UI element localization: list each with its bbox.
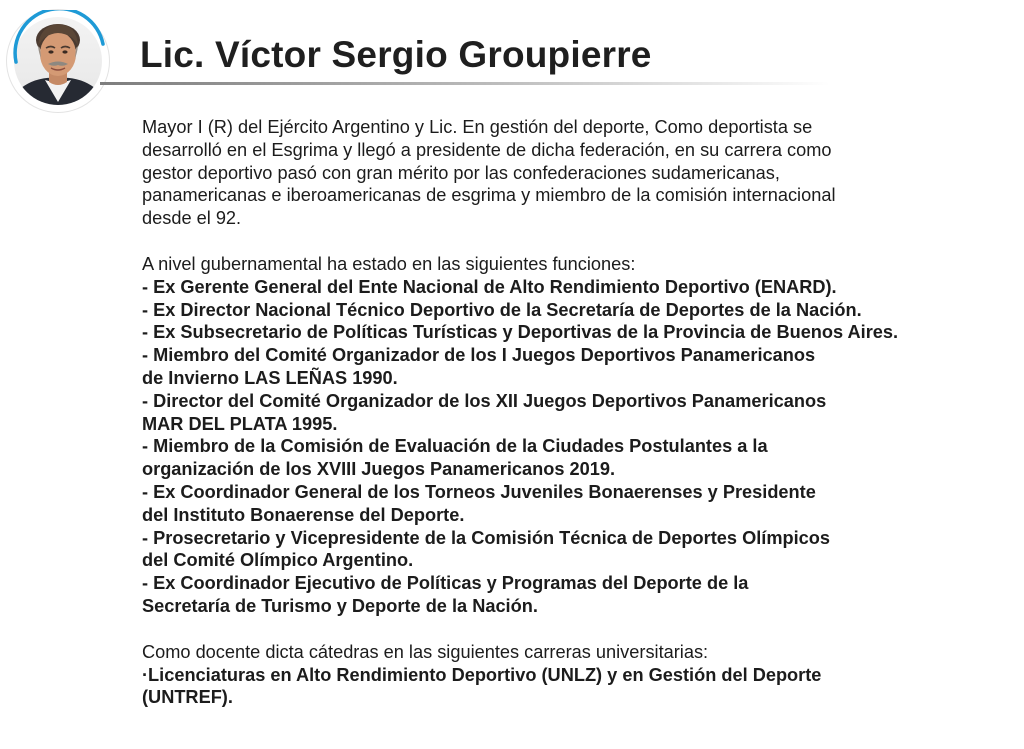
spacer bbox=[142, 230, 1022, 253]
teaching-section bbox=[142, 641, 1022, 709]
bio-line: desde el 92. bbox=[142, 208, 242, 229]
bio-line: Mayor I (R) del Ejército Argentino y Lic. En gestión del deporte, Como deportista se bbox=[142, 117, 813, 137]
title-divider bbox=[100, 82, 830, 85]
spacer bbox=[142, 618, 1022, 641]
government-role: - Miembro del Comité Organizador de los I Juegos Deportivos Panamericanos bbox=[142, 345, 816, 366]
government-role: Secretaría de Turismo y Deporte de la Nación. bbox=[142, 595, 538, 616]
government-role: - Ex Subsecretario de Políticas Turísticas y Deportivas de la Provincia de Buenos Aires. bbox=[142, 322, 899, 343]
government-role: del Comité Olímpico Argentino. bbox=[142, 550, 414, 571]
teaching-intro: Como docente dicta cátedras en las siguientes carreras universitarias: bbox=[142, 641, 709, 662]
government-role: organización de los XVIII Juegos Panamericanos 2019. bbox=[142, 459, 616, 480]
government-role: de Invierno LAS LEÑAS 1990. bbox=[142, 367, 398, 388]
avatar bbox=[7, 10, 109, 112]
bio-line: gestor deportivo pasó con gran mérito por las confederaciones sudamericanas, bbox=[142, 162, 780, 183]
page-title: Lic. Víctor Sergio Groupierre bbox=[140, 34, 652, 75]
government-role: - Ex Director Nacional Técnico Deportivo de la Secretaría de Deportes de la Nación. bbox=[142, 299, 862, 320]
government-role: - Miembro de la Comisión de Evaluación de la Ciudades Postulantes a la bbox=[142, 436, 768, 457]
government-intro: A nivel gubernamental ha estado en las siguientes funciones: bbox=[142, 253, 636, 274]
bio-paragraph bbox=[142, 116, 1022, 230]
government-role: del Instituto Bonaerense del Deporte. bbox=[142, 504, 465, 525]
government-role: - Ex Coordinador General de los Torneos Juveniles Bonaerenses y Presidente bbox=[142, 481, 816, 502]
government-role: - Director del Comité Organizador de los XII Juegos Deportivos Panamericanos bbox=[142, 390, 827, 411]
bio-line: panamericanas e iberoamericanas de esgrima y miembro de la comisión internacional bbox=[142, 185, 836, 206]
bio-line: desarrolló en el Esgrima y llegó a presidente de dicha federación, en su carrera como bbox=[142, 139, 832, 160]
government-role: - Ex Coordinador Ejecutivo de Políticas y Programas del Deporte de la bbox=[142, 573, 749, 594]
teaching-item: ·Licenciaturas en Alto Rendimiento Deportivo (UNLZ) y en Gestión del Deporte bbox=[142, 664, 822, 685]
government-section bbox=[142, 253, 1022, 618]
government-role: MAR DEL PLATA 1995. bbox=[142, 413, 338, 434]
profile-header bbox=[0, 0, 1024, 110]
teaching-item: (UNTREF). bbox=[142, 687, 233, 708]
government-role: - Prosecretario y Vicepresidente de la Comisión Técnica de Deportes Olímpicos bbox=[142, 527, 830, 548]
government-role: - Ex Gerente General del Ente Nacional de Alto Rendimiento Deportivo (ENARD). bbox=[142, 276, 837, 297]
biography bbox=[142, 116, 1022, 709]
portrait-photo-icon bbox=[7, 10, 109, 112]
